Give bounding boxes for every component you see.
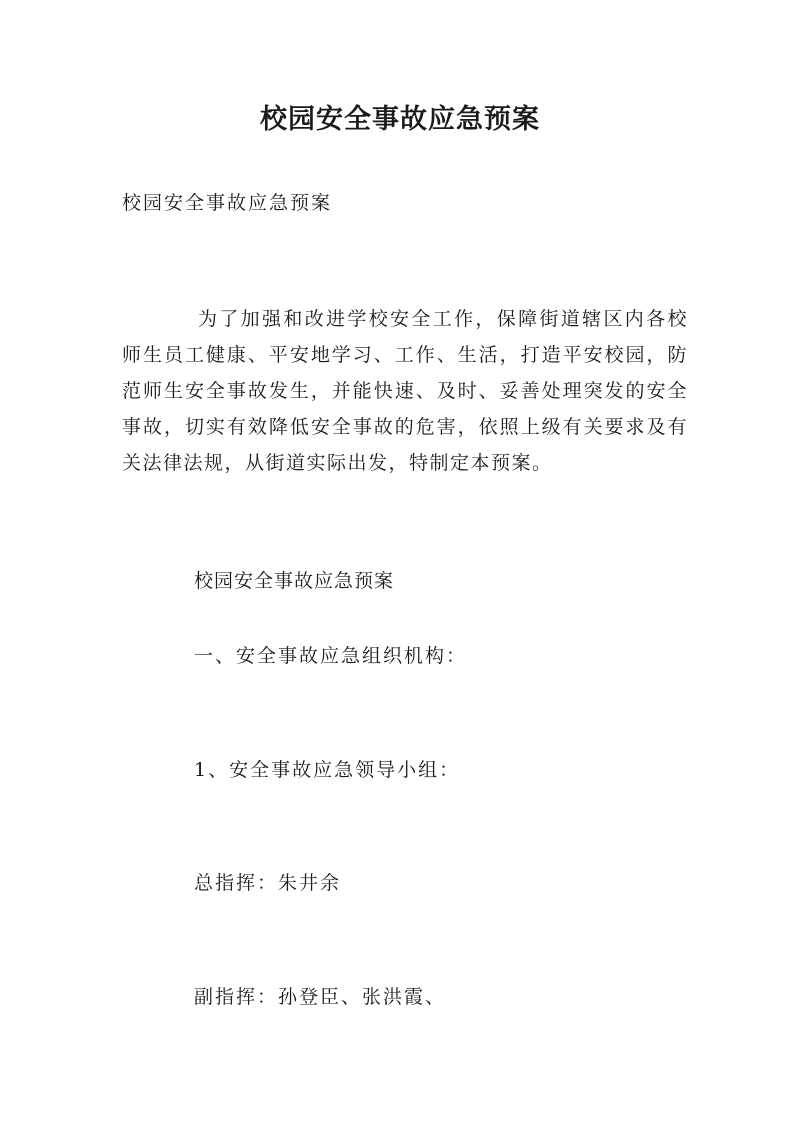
document-title: 校园安全事故应急预案 bbox=[260, 104, 540, 135]
section-one-heading: 一、安全事故应急组织机构： bbox=[194, 645, 468, 667]
commander-line: 总指挥：朱井余 bbox=[194, 872, 342, 894]
document-subtitle: 校园安全事故应急预案 bbox=[122, 192, 333, 214]
deputy-commander-line: 副指挥：孙登臣、张洪霞、 bbox=[194, 986, 447, 1008]
item-one-heading: 1、安全事故应急领导小组： bbox=[194, 759, 461, 781]
section-heading: 校园安全事故应急预案 bbox=[194, 570, 395, 592]
intro-paragraph: 为了加强和改进学校安全工作，保障街道辖区内各校师生员工健康、平安地学习、工作、生活，打造平安校园，防范师生安全事故发生，并能快速、及时、妥善处理突发的安全事故，切实有效降低安全事故的危害，依照上级有关要求及有关法律法规，从街道实际出发，特制定本预案。 bbox=[122, 308, 688, 474]
